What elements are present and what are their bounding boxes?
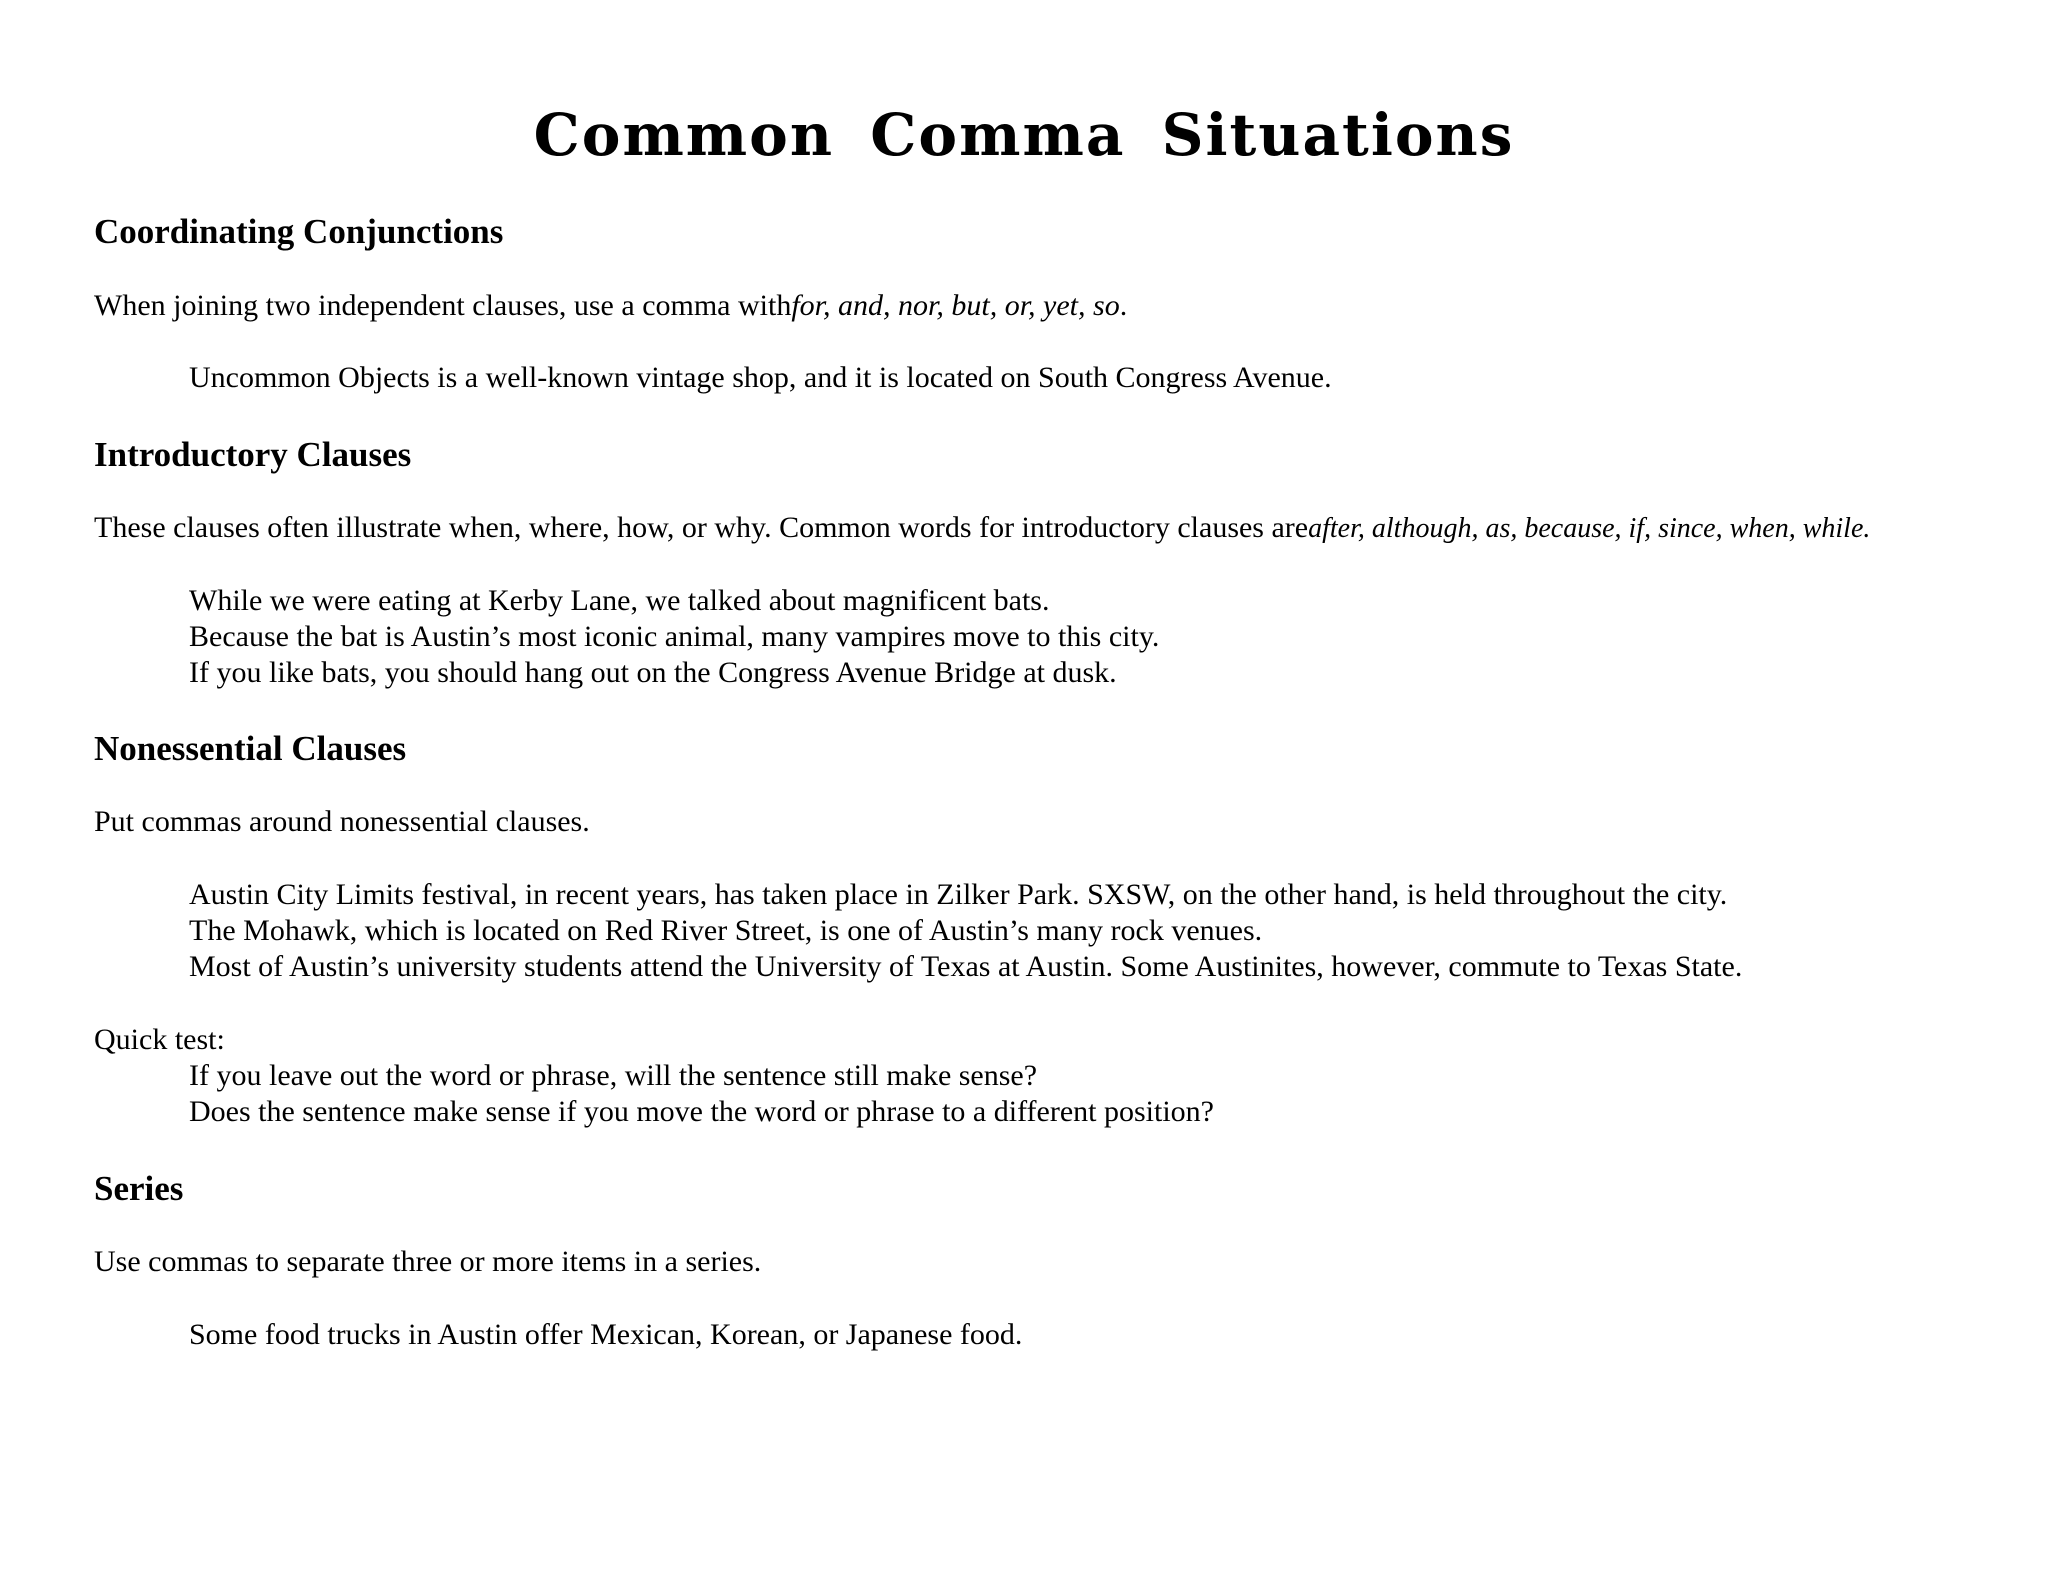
introductory-example-2: Because the bat is Austin’s most iconic animal, many vampires move to this city. [189, 620, 1160, 653]
nonessential-example-2: The Mohawk, which is located on Red River Street, is one of Austin’s many rock venues. [189, 914, 1263, 947]
quick-test-label: Quick test: [94, 1023, 225, 1056]
coordinating-rule-text: When joining two independent clauses, use a comma with [94, 289, 792, 322]
nonessential-example-3: Most of Austin’s university students attend the University of Texas at Austin. Some Austinites, however, commute to Texas State. [189, 950, 1743, 983]
section-heading-nonessential: Nonessential Clauses [94, 729, 407, 768]
coordinating-rule-end: . [1119, 289, 1128, 322]
series-example-1: Some food trucks in Austin offer Mexican, Korean, or Japanese food. [189, 1318, 1023, 1351]
coordinating-example-1: Uncommon Objects is a well-known vintage shop, and it is located on South Congress Avenue. [189, 361, 1332, 394]
nonessential-example-1: Austin City Limits festival, in recent years, has taken place in Zilker Park. SXSW, on the other hand, is held throughout the city. [189, 878, 1728, 911]
coordinating-rule-words: for, and, nor, but, or, yet, so [791, 289, 1120, 322]
introductory-example-1: While we were eating at Kerby Lane, we talked about magnificent bats. [189, 584, 1050, 617]
quick-test-item-1: If you leave out the word or phrase, will the sentence still make sense? [189, 1059, 1038, 1092]
section-heading-series: Series [94, 1169, 184, 1208]
page-title: Common Comma Situations [533, 101, 1515, 169]
introductory-example-3: If you like bats, you should hang out on the Congress Avenue Bridge at dusk. [189, 656, 1117, 689]
nonessential-rule: Put commas around nonessential clauses. [94, 805, 590, 838]
quick-test-item-2: Does the sentence make sense if you move the word or phrase to a different position? [189, 1095, 1214, 1128]
coordinating-rule [94, 288, 1127, 324]
section-heading-introductory: Introductory Clauses [94, 435, 412, 474]
introductory-rule [94, 510, 1870, 547]
section-heading-coordinating: Coordinating Conjunctions [94, 212, 504, 251]
introductory-rule-text: These clauses often illustrate when, where, how, or why. Common words for introductory clauses are [94, 511, 1309, 544]
introductory-rule-words: after, although, as, because, if, since, when, while. [1308, 513, 1871, 544]
series-rule: Use commas to separate three or more items in a series. [94, 1245, 762, 1278]
